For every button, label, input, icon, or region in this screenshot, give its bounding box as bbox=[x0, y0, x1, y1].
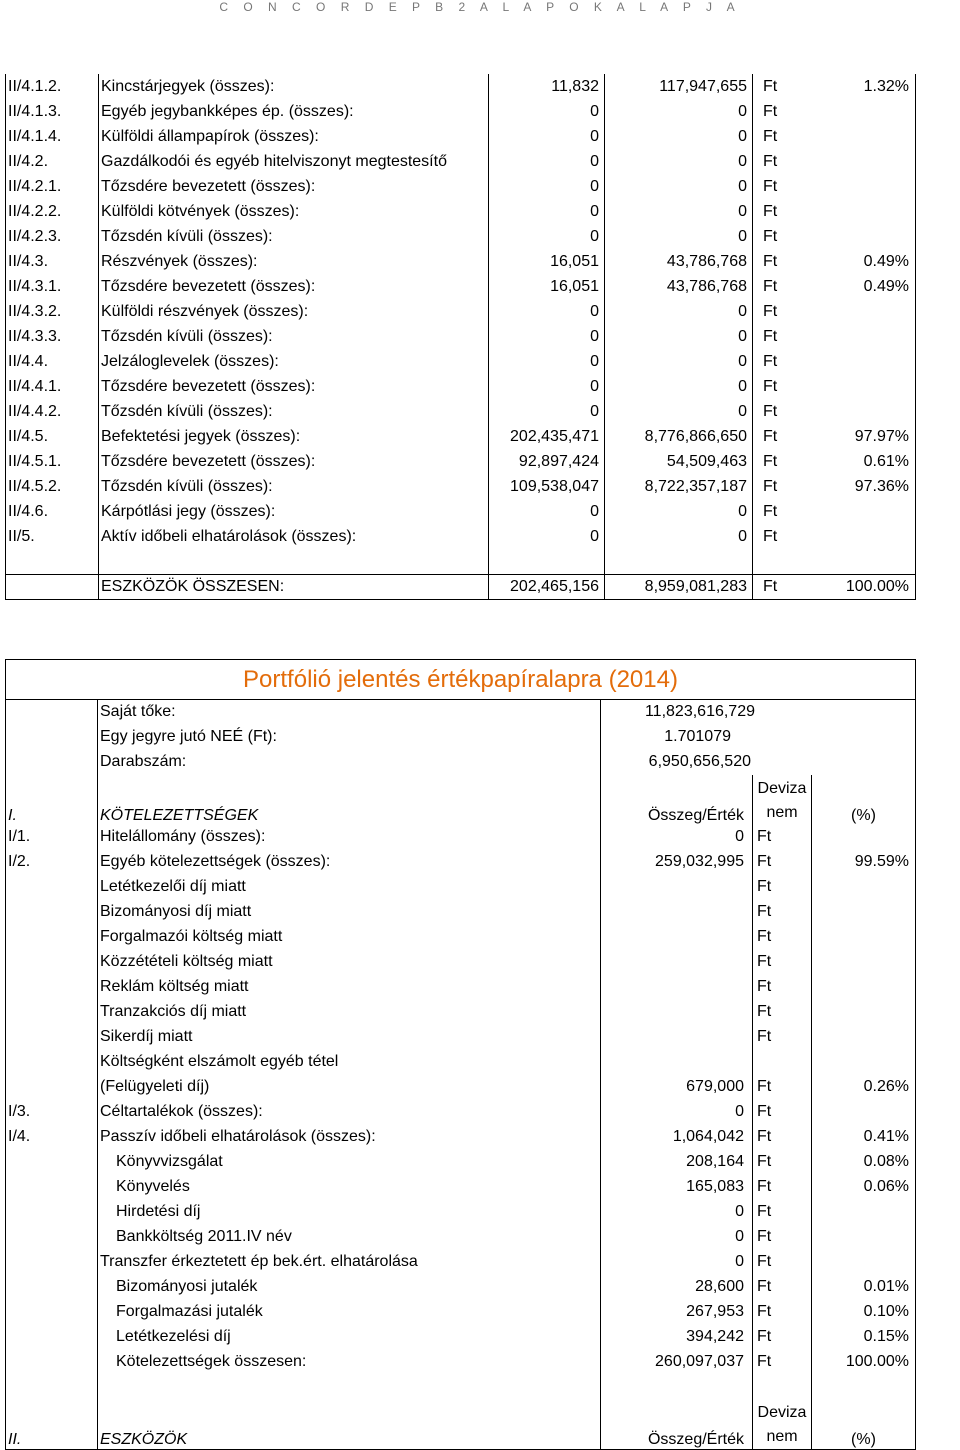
table-row bbox=[6, 499, 916, 524]
liability-value bbox=[601, 875, 753, 900]
liability-code: I/2. bbox=[6, 850, 98, 875]
row-percent: 0.49% bbox=[810, 274, 916, 299]
table-row bbox=[6, 324, 916, 349]
other-cost-currency: Ft bbox=[753, 1075, 812, 1100]
row-code: II/4.3.3. bbox=[6, 324, 99, 349]
row-percent: 97.97% bbox=[810, 424, 916, 449]
liability-code bbox=[6, 1325, 98, 1350]
row-percent bbox=[810, 349, 916, 374]
liability-name: Passzív időbeli elhatárolások (összes): bbox=[98, 1125, 601, 1150]
liability-percent: 0.15% bbox=[863, 1328, 909, 1345]
liability-name: Egyéb kötelezettségek (összes): bbox=[98, 850, 601, 875]
liability-value: 0 bbox=[601, 825, 753, 850]
row-quantity: 0 bbox=[489, 299, 605, 324]
row-value: 43,786,768 bbox=[605, 274, 753, 299]
liability-row bbox=[6, 925, 916, 950]
other-cost-pct: 0.26% bbox=[863, 1078, 909, 1095]
row-name: Tőzsdén kívüli (összes): bbox=[99, 474, 489, 499]
liability-value bbox=[601, 925, 753, 950]
row-currency: Ft bbox=[763, 452, 778, 470]
row-value: 0 bbox=[605, 124, 753, 149]
row-name: Aktív időbeli elhatárolások (összes): bbox=[99, 524, 489, 549]
nav-label: Egy jegyre jutó NEÉ (Ft): bbox=[98, 725, 601, 750]
assets-total-row bbox=[6, 574, 916, 599]
liability-name: Céltartalékok (összes): bbox=[98, 1100, 601, 1125]
liability-row bbox=[6, 1325, 916, 1350]
row-currency: Ft bbox=[763, 502, 778, 520]
row-quantity: 0 bbox=[489, 224, 605, 249]
blank-row bbox=[6, 549, 916, 574]
liability-currency: Ft bbox=[753, 925, 812, 950]
liability-code bbox=[6, 1350, 98, 1375]
liability-code bbox=[6, 1250, 98, 1275]
liability-row bbox=[6, 900, 916, 925]
row-percent bbox=[810, 224, 916, 249]
row-value: 8,722,357,187 bbox=[605, 474, 753, 499]
liability-currency: Ft bbox=[753, 900, 812, 925]
row-quantity: 11,832 bbox=[489, 74, 605, 99]
liability-currency: Ft bbox=[753, 1325, 812, 1350]
row-code: II/4.2. bbox=[6, 149, 99, 174]
row-percent bbox=[810, 499, 916, 524]
liability-name: Bankköltség 2011.IV név bbox=[98, 1225, 601, 1250]
liability-code bbox=[6, 1300, 98, 1325]
row-currency: Ft bbox=[763, 202, 778, 220]
row-quantity: 0 bbox=[489, 324, 605, 349]
row-quantity: 0 bbox=[489, 149, 605, 174]
row-name: Jelzáloglevelek (összes): bbox=[99, 349, 489, 374]
table-row bbox=[6, 149, 916, 174]
liability-currency: Ft bbox=[753, 1225, 812, 1250]
row-value: 0 bbox=[605, 174, 753, 199]
liability-value: 0 bbox=[601, 1200, 753, 1225]
row-currency: Ft bbox=[763, 527, 778, 545]
row-value: 0 bbox=[605, 374, 753, 399]
row-currency: Ft bbox=[763, 227, 778, 245]
liability-row bbox=[6, 1125, 916, 1150]
liability-value: 260,097,037 bbox=[601, 1350, 753, 1375]
row-quantity: 0 bbox=[489, 99, 605, 124]
liability-name: Letétkezelési díj bbox=[98, 1325, 601, 1350]
liabilities-code: I. bbox=[6, 775, 98, 825]
liability-value: 0 bbox=[601, 1250, 753, 1275]
row-code: II/4.2.3. bbox=[6, 224, 99, 249]
row-quantity: 92,897,424 bbox=[489, 449, 605, 474]
row-code: II/4.3.1. bbox=[6, 274, 99, 299]
row-percent bbox=[810, 324, 916, 349]
row-value: 0 bbox=[605, 149, 753, 174]
table-row bbox=[6, 449, 916, 474]
table-row bbox=[6, 174, 916, 199]
liability-name: Reklám költség miatt bbox=[98, 975, 601, 1000]
liability-value: 0 bbox=[601, 1100, 753, 1125]
table-row bbox=[6, 374, 916, 399]
table-row bbox=[6, 299, 916, 324]
liability-row bbox=[6, 975, 916, 1000]
count-value: 6,950,656,520 bbox=[648, 753, 751, 770]
liability-name: Sikerdíj miatt bbox=[98, 1025, 601, 1050]
row-code: II/4.4. bbox=[6, 349, 99, 374]
row-quantity: 109,538,047 bbox=[489, 474, 605, 499]
liability-value bbox=[601, 900, 753, 925]
liability-percent bbox=[812, 1200, 916, 1225]
row-percent: 0.49% bbox=[810, 249, 916, 274]
total-value: 8,959,081,283 bbox=[605, 574, 753, 599]
liability-code: I/4. bbox=[6, 1125, 98, 1150]
liability-row bbox=[6, 1300, 916, 1325]
liability-name: Tranzakciós díj miatt bbox=[98, 1000, 601, 1025]
liability-name: Transzfer érkeztetett ép bek.ért. elhatárolása bbox=[98, 1250, 601, 1275]
liability-code bbox=[6, 1000, 98, 1025]
assets-pct-col-header: (%) bbox=[851, 1431, 876, 1448]
row-quantity: 0 bbox=[489, 174, 605, 199]
assets-currency-line2: nem bbox=[766, 1428, 798, 1445]
liability-name: Bizományosi jutalék bbox=[98, 1275, 601, 1300]
liability-name: Hirdetési díj bbox=[98, 1200, 601, 1225]
row-quantity: 202,435,471 bbox=[489, 424, 605, 449]
liability-value: 0 bbox=[601, 1225, 753, 1250]
row-code: II/4.2.2. bbox=[6, 199, 99, 224]
blank-cell bbox=[99, 549, 489, 574]
row-currency: Ft bbox=[763, 402, 778, 420]
row-percent bbox=[810, 149, 916, 174]
row-name: Tőzsdére bevezetett (összes): bbox=[99, 274, 489, 299]
row-currency: Ft bbox=[763, 177, 778, 195]
liability-currency: Ft bbox=[753, 1350, 812, 1375]
liability-currency: Ft bbox=[753, 875, 812, 900]
liability-code bbox=[6, 925, 98, 950]
liability-percent: 0.10% bbox=[863, 1303, 909, 1320]
liability-currency: Ft bbox=[753, 825, 812, 850]
liability-currency: Ft bbox=[753, 1200, 812, 1225]
assets-heading: ESZKÖZÖK bbox=[98, 1400, 601, 1450]
total-currency: Ft bbox=[753, 574, 810, 599]
row-name: Kárpótlási jegy (összes): bbox=[99, 499, 489, 524]
liability-percent bbox=[812, 950, 916, 975]
liability-currency: Ft bbox=[753, 1250, 812, 1275]
row-name: Tőzsdén kívüli (összes): bbox=[99, 224, 489, 249]
pct-col-header: (%) bbox=[851, 806, 876, 824]
own-capital-label: Saját tőke: bbox=[98, 700, 601, 725]
liability-row bbox=[6, 1250, 916, 1275]
blank-cell bbox=[605, 549, 753, 574]
row-currency: Ft bbox=[763, 252, 778, 270]
table-row bbox=[6, 199, 916, 224]
table-row bbox=[6, 474, 916, 499]
row-quantity: 16,051 bbox=[489, 274, 605, 299]
own-capital-value: 11,823,616,729 bbox=[644, 703, 755, 721]
row-value: 54,509,463 bbox=[605, 449, 753, 474]
assets-table bbox=[5, 74, 916, 600]
liabilities-heading: KÖTELEZETTSÉGEK bbox=[98, 775, 601, 825]
row-currency: Ft bbox=[763, 127, 778, 145]
table-row bbox=[6, 249, 916, 274]
row-percent bbox=[810, 124, 916, 149]
liability-percent bbox=[812, 925, 916, 950]
total-code bbox=[6, 574, 99, 599]
blank-cell bbox=[753, 549, 810, 574]
liability-value: 394,242 bbox=[601, 1325, 753, 1350]
liability-name: Könyvvizsgálat bbox=[98, 1150, 601, 1175]
liability-percent bbox=[812, 1100, 916, 1125]
row-code: II/4.4.2. bbox=[6, 399, 99, 424]
liability-percent: 0.06% bbox=[863, 1178, 909, 1195]
row-name: Kincstárjegyek (összes): bbox=[99, 74, 489, 99]
row-quantity: 0 bbox=[489, 524, 605, 549]
liability-code bbox=[6, 1025, 98, 1050]
row-code: II/4.1.4. bbox=[6, 124, 99, 149]
row-code: II/4.1.2. bbox=[6, 74, 99, 99]
nav-value: 1.701079 bbox=[664, 728, 731, 745]
row-name: Gazdálkodói és egyéb hitelviszonyt megtestesítő bbox=[99, 149, 489, 174]
assets-currency-line1: Deviza bbox=[757, 1404, 807, 1421]
liability-name: Kötelezettségek összesen: bbox=[98, 1350, 601, 1375]
liability-code bbox=[6, 1175, 98, 1200]
total-label: ESZKÖZÖK ÖSSZESEN: bbox=[99, 574, 489, 599]
row-percent: 0.61% bbox=[810, 449, 916, 474]
liability-currency: Ft bbox=[753, 1025, 812, 1050]
table-row bbox=[6, 349, 916, 374]
liability-value: 259,032,995 bbox=[601, 850, 753, 875]
liability-percent bbox=[812, 975, 916, 1000]
row-value: 0 bbox=[605, 524, 753, 549]
liability-row bbox=[6, 1025, 916, 1050]
table-row bbox=[6, 99, 916, 124]
liability-currency: Ft bbox=[753, 1175, 812, 1200]
table-row bbox=[6, 124, 916, 149]
liability-currency: Ft bbox=[753, 850, 812, 875]
row-value: 0 bbox=[605, 199, 753, 224]
table-row bbox=[6, 274, 916, 299]
blank-cell bbox=[6, 549, 99, 574]
liability-percent bbox=[812, 1000, 916, 1025]
assets-amount-col-header: Összeg/Érték bbox=[601, 1400, 753, 1450]
row-code: II/4.5.1. bbox=[6, 449, 99, 474]
liability-value bbox=[601, 950, 753, 975]
liability-code bbox=[6, 1275, 98, 1300]
other-cost-value: 679,000 bbox=[601, 1075, 753, 1100]
row-code: II/4.5. bbox=[6, 424, 99, 449]
liability-code: I/1. bbox=[6, 825, 98, 850]
row-percent bbox=[810, 374, 916, 399]
liability-currency: Ft bbox=[753, 1000, 812, 1025]
row-code: II/5. bbox=[6, 524, 99, 549]
report-header: C O N C O R D E P B 2 A L A P O K A L A P J A bbox=[219, 0, 741, 14]
row-quantity: 0 bbox=[489, 349, 605, 374]
row-code: II/4.4.1. bbox=[6, 374, 99, 399]
liability-name: Közzétételi költség miatt bbox=[98, 950, 601, 975]
liability-value bbox=[601, 1025, 753, 1050]
liability-row bbox=[6, 1175, 916, 1200]
liability-name: Könyvelés bbox=[98, 1175, 601, 1200]
row-quantity: 0 bbox=[489, 374, 605, 399]
row-value: 0 bbox=[605, 399, 753, 424]
liability-row bbox=[6, 1000, 916, 1025]
liability-currency: Ft bbox=[753, 1150, 812, 1175]
liability-percent: 0.01% bbox=[863, 1278, 909, 1295]
row-currency: Ft bbox=[763, 352, 778, 370]
liability-value bbox=[601, 1000, 753, 1025]
row-name: Külföldi részvények (összes): bbox=[99, 299, 489, 324]
blank-cell bbox=[810, 549, 916, 574]
liability-code bbox=[6, 1225, 98, 1250]
row-percent bbox=[810, 199, 916, 224]
row-percent: 1.32% bbox=[810, 74, 916, 99]
liability-row bbox=[6, 950, 916, 975]
row-quantity: 0 bbox=[489, 399, 605, 424]
assets-currency-col-header bbox=[753, 1400, 812, 1450]
liability-value: 1,064,042 bbox=[601, 1125, 753, 1150]
row-name: Befektetési jegyek (összes): bbox=[99, 424, 489, 449]
liability-value: 28,600 bbox=[601, 1275, 753, 1300]
liability-value: 208,164 bbox=[601, 1150, 753, 1175]
row-quantity: 0 bbox=[489, 199, 605, 224]
total-quantity: 202,465,156 bbox=[489, 574, 605, 599]
row-code: II/4.1.3. bbox=[6, 99, 99, 124]
row-currency: Ft bbox=[763, 77, 778, 95]
liability-value bbox=[601, 975, 753, 1000]
liability-percent: 0.41% bbox=[863, 1128, 909, 1145]
table-row bbox=[6, 224, 916, 249]
liability-row bbox=[6, 1150, 916, 1175]
row-value: 0 bbox=[605, 299, 753, 324]
row-name: Tőzsdére bevezetett (összes): bbox=[99, 174, 489, 199]
row-quantity: 16,051 bbox=[489, 249, 605, 274]
row-code: II/4.3. bbox=[6, 249, 99, 274]
row-code: II/4.2.1. bbox=[6, 174, 99, 199]
row-percent bbox=[810, 399, 916, 424]
row-name: Tőzsdén kívüli (összes): bbox=[99, 324, 489, 349]
liability-row bbox=[6, 1200, 916, 1225]
row-currency: Ft bbox=[763, 277, 778, 295]
liability-currency: Ft bbox=[753, 1300, 812, 1325]
row-value: 0 bbox=[605, 324, 753, 349]
row-quantity: 0 bbox=[489, 499, 605, 524]
row-currency: Ft bbox=[763, 377, 778, 395]
row-percent bbox=[810, 174, 916, 199]
liability-row bbox=[6, 850, 916, 875]
row-value: 0 bbox=[605, 499, 753, 524]
liability-name: Forgalmazási jutalék bbox=[98, 1300, 601, 1325]
report-title: Portfólió jelentés értékpapíralapra (2014) bbox=[6, 660, 916, 700]
liability-value: 267,953 bbox=[601, 1300, 753, 1325]
table-row bbox=[6, 424, 916, 449]
liability-row bbox=[6, 1225, 916, 1250]
row-quantity: 0 bbox=[489, 124, 605, 149]
row-currency: Ft bbox=[763, 152, 778, 170]
row-percent bbox=[810, 99, 916, 124]
row-name: Tőzsdére bevezetett (összes): bbox=[99, 374, 489, 399]
liability-code: I/3. bbox=[6, 1100, 98, 1125]
row-code: II/4.5.2. bbox=[6, 474, 99, 499]
portfolio-report-table bbox=[5, 659, 916, 1450]
row-code: II/4.6. bbox=[6, 499, 99, 524]
liability-code bbox=[6, 1150, 98, 1175]
total-percent: 100.00% bbox=[810, 574, 916, 599]
row-currency: Ft bbox=[763, 327, 778, 345]
row-percent: 97.36% bbox=[810, 474, 916, 499]
liability-percent: 99.59% bbox=[854, 853, 909, 870]
liability-currency: Ft bbox=[753, 1125, 812, 1150]
liability-currency: Ft bbox=[753, 1100, 812, 1125]
row-value: 0 bbox=[605, 224, 753, 249]
row-percent bbox=[810, 524, 916, 549]
liability-name: Hitelállomány (összes): bbox=[98, 825, 601, 850]
other-cost-label-line2: (Felügyeleti díj) bbox=[98, 1075, 601, 1100]
count-label: Darabszám: bbox=[98, 750, 601, 775]
row-value: 117,947,655 bbox=[605, 74, 753, 99]
liability-percent bbox=[812, 1225, 916, 1250]
currency-col-header: Deviza nem bbox=[753, 775, 812, 825]
liability-currency: Ft bbox=[753, 1275, 812, 1300]
liability-percent bbox=[812, 900, 916, 925]
row-name: Tőzsdére bevezetett (összes): bbox=[99, 449, 489, 474]
liability-percent bbox=[812, 825, 916, 850]
blank-cell bbox=[489, 549, 605, 574]
row-name: Külföldi állampapírok (összes): bbox=[99, 124, 489, 149]
liability-code bbox=[6, 975, 98, 1000]
liability-row bbox=[6, 1350, 916, 1375]
liability-percent bbox=[812, 1250, 916, 1275]
row-name: Részvények (összes): bbox=[99, 249, 489, 274]
row-value: 8,776,866,650 bbox=[605, 424, 753, 449]
liability-row bbox=[6, 1100, 916, 1125]
liability-name: Forgalmazói költség miatt bbox=[98, 925, 601, 950]
assets-code: II. bbox=[6, 1400, 98, 1450]
liability-value: 165,083 bbox=[601, 1175, 753, 1200]
other-cost-label-line1: Költségként elszámolt egyéb tétel bbox=[98, 1050, 601, 1075]
liability-row bbox=[6, 875, 916, 900]
table-row bbox=[6, 524, 916, 549]
liability-name: Letétkezelői díj miatt bbox=[98, 875, 601, 900]
row-name: Tőzsdén kívüli (összes): bbox=[99, 399, 489, 424]
liability-currency: Ft bbox=[753, 950, 812, 975]
row-code: II/4.3.2. bbox=[6, 299, 99, 324]
liability-percent bbox=[812, 1025, 916, 1050]
row-currency: Ft bbox=[763, 302, 778, 320]
liability-code bbox=[6, 900, 98, 925]
liability-row bbox=[6, 1275, 916, 1300]
liability-percent: 100.00% bbox=[845, 1353, 909, 1370]
row-currency: Ft bbox=[763, 102, 778, 120]
row-name: Egyéb jegybankképes ép. (összes): bbox=[99, 99, 489, 124]
table-row bbox=[6, 399, 916, 424]
liability-code bbox=[6, 875, 98, 900]
liability-name: Bizományosi díj miatt bbox=[98, 900, 601, 925]
liability-percent bbox=[812, 875, 916, 900]
liability-row bbox=[6, 825, 916, 850]
row-value: 43,786,768 bbox=[605, 249, 753, 274]
table-row bbox=[6, 74, 916, 99]
liability-currency: Ft bbox=[753, 975, 812, 1000]
liability-code bbox=[6, 950, 98, 975]
row-percent bbox=[810, 299, 916, 324]
row-currency: Ft bbox=[763, 477, 778, 495]
row-value: 0 bbox=[605, 349, 753, 374]
row-currency: Ft bbox=[763, 427, 778, 445]
liability-code bbox=[6, 1200, 98, 1225]
amount-col-header: Összeg/Érték bbox=[601, 775, 753, 825]
row-value: 0 bbox=[605, 99, 753, 124]
liability-percent: 0.08% bbox=[863, 1153, 909, 1170]
row-name: Külföldi kötvények (összes): bbox=[99, 199, 489, 224]
